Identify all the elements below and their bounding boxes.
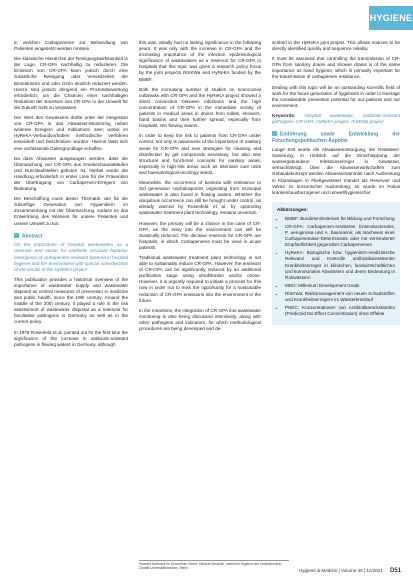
paragraph: Lange Zeit wurde die Abwasserentsorgung, die Gewässer-Sanierung, in Hinblick auf die Einschleppung der wassergebundene Infektionserreger in Gewässer, vernachlässigt. Über die Abwasserwirtschaften zum Gebäudekonzept werden Abwassersammler nach Ausbreitung in Kläranlagen in Fließgewässer mündet als Reservoir und Vektor zu kursorischer Ausbreitung; so wurde im Fokus krankenhausbezogener und umwelthygienischer [272, 147, 400, 195]
square-bullet-icon [14, 233, 19, 238]
paragraph: Dealing with this topic will be an outstanding scientific field of work for the future generation of hygienists in order to leverage the considerable prevention potential for our patients and our environment. [272, 84, 400, 108]
section-tab: HYGIENE [369, 6, 413, 30]
abbreviation-item: • CR-GPA: Carbapenem-resistente Enterobacterales, P. aeruginosa und A. baumannii; als Nachweis einer Carbapenemase-Determinante oder mit verminderter Empfindlichkeit gegenüber Carbapenemen [285, 224, 395, 248]
paragraph: This publication provides a historical overview of the importance of wastewater supply and wastewater disposal as central measures of prevention in medicine and public health, since the 19th century. Around the middle of the 20th century, it played a role in the risk assessment of wastewater disposal as a reservoir for facultative pathogens in Germany as well as in the current policy. [14, 276, 128, 325]
column-1 [14, 40, 128, 562]
paragraph: in welchen Carbapeneme zur Behandlung von Patienten eingesetzt werden müssen. [14, 40, 128, 52]
abbreviation-item: • HyReKA: Biologische bzw. hygienisch-medizinische Relevanz und Kontrolle antibiotikaresistenter Krankheitserreger in klinischen, landwirtschaftlichen und kommunalen Abwässern und deren Bedeutung in Rohwässern [285, 250, 395, 280]
abstract-heading-text: Abstract [22, 233, 43, 240]
section-heading [272, 131, 400, 144]
abbreviations-list [277, 216, 395, 317]
abbreviation-item: • PNEC: Konzentrationen von Antibiotikarückständen (Predicted No Effect Concentration) ohne Effekte [285, 305, 395, 317]
square-bullet-icon [272, 131, 277, 136]
abbreviation-item: • RiSKWa: Risikomanagement von neuen Schadstoffen und Krankheitserregern im Wasserkreislauf [285, 291, 395, 303]
paragraph: Die Beschaffung muss dieser Thematik, wie für die zukünftige Generation von Hygienikern im Zusammenhang mit der Überwachung, sodass es das Entwicklung des Wissens für unsere Patienten und unsere Umwelt zu tun. [14, 196, 128, 226]
paragraph: However, the primary will be a chance in the case of CR-GPA, as the entry into the environment can still be drastically reduced. The decisive reservoir for CR-GPA are hospitals, in which Carbapenems must be used in acute patients. [139, 220, 261, 250]
abbreviations-box [272, 202, 400, 326]
paragraph: Da dass Abwasser ausgewogen werden, dass die Überwachung von CR-GPA aus Krankenhausabläufen und Durchlaufstellen geboten ist, hierbei wurde die Handlung erforderlich in erster Linie für die Prävention der Übertragung von Carbapenem-Erregern von Bedeutung. [14, 155, 128, 192]
abstract-title: On the importance of hospital wastewaters as a reservoir and vector for antibiotic resistant bacteria: emergence of carbapenem-resistant bacteria in hospital hygiene and the environment with special consideration of the results of the HyReKA project [14, 242, 128, 272]
footnote: Vivantes Netzwerk für Gesundheit GmbH, Klinikum Neukölln, Institut für Hygiene und Umweltmedizin, Charité Universitätsmedizin, Berlin [139, 562, 283, 570]
paragraph: this was, initially had no lasting significance in the following years. It was only with the increase in CR-GPA and the increasing importance of the infection epidemiological significance of wastewaters as a reservoir for CR-GPA in hospitals that this topic was given a research policy focus by the joint projects RiSKWa and HyReKA funded by the BMBF. [139, 40, 261, 82]
abbreviation-item: • MDG: Millenium Development Goals [285, 283, 395, 289]
keywords [272, 113, 400, 125]
page-footer [299, 568, 401, 574]
paragraph: Both the increasing number of studies on nosocomial outbreaks with CR-GPA and the HyReKA project showed a direct connection between infections and the high concentration of CR-GPA in the immediate vicinity of patients in medical areas in drains from toilets, showers, hand basins and their further spread, especially from hospitals, into flowing waters. [139, 86, 261, 129]
abbreviations-label: Abkürzungen: [277, 206, 308, 212]
keywords-label: Keywords: [272, 112, 296, 118]
paragraph: scribed in the HyReKA joint project. This allows sources to be directly identified quickly and sequence reliably. [272, 40, 400, 52]
abstract-heading [14, 233, 128, 240]
paragraph: It must be assumed that controlling the transmission of CR-GPA from sanitary drains and shower drains is of the same importance as hand hygiene, which is primarily important for the transmission of carbapenem resistance. [272, 56, 400, 80]
paragraph: In the meantime, the integration of CR-GPA into wastewater monitoring is also being discussed intensively, along with other pathogens and indicators, for which methodological procedures are being developed and de- [139, 307, 261, 332]
abbreviation-item: • BMBF: Bundesministerium für Bildung und Forschung [285, 216, 395, 222]
section-heading-text: Einführung sowie Entwicklung der Forschungspolitischen Aspekte [272, 131, 400, 144]
paragraph: In order to keep the risk to patients from CR-GPA under control, not only is awareness of the importance of sanitary areas for CR-GPA and new strategies for cleaning and disinfection by gel compounds necessary, but also new structural and functional concepts for sanitary areas, especially in high-risk areas such as intensive care units and haematological-oncology wards. [139, 133, 261, 175]
column-2 [139, 40, 261, 562]
page-number: D51 [389, 568, 401, 574]
paragraph: Der Wert des Gewässers dürfte unter der Integration von CR-GPA in das Abwasser-Monitoring neben weiteren Erregern und Indikatoren sein; wobei im HyReKA-Verbundvorhaben methodische Verfahren entwickelt und beschrieben wurden. Hiermit lässt sich eine umfassende Datengrundlage schaffen. [14, 115, 128, 151]
keywords-text: Hospital wastewater, antibiotic-resistant pathogens, CR-GPA, HyReKA project, RiSKWa project [272, 112, 400, 125]
paragraph: Die klassische Hierarchie der Reinigungswirksamkeit in der Lage, CR-GPA nachhaltig zu reduzieren. Die Emission von CR-GPA kann jedoch durch eine zusätzliche Reinigung oder Verweilzeiten der Bioreaktoren und oder Ozon deutlich reduziert werden. Hierzu sind jedoch dringend ein Prozessbewertung erforderlich, um die Chancen einer nachhaltigen Reduktion der Emission von CR-GPA in der Umwelt für die Zukunft nicht zu verpassen. [14, 56, 128, 110]
footnote-divider [139, 560, 289, 561]
journal-info: Hygiene & Medizin | Volume 46 | 11/2021 [298, 568, 383, 573]
paragraph: Meanwhile, the occurrence of bacteria with resistance to 3rd generation cephalosporins originating from municipal wastewater is also found in flowing waters. Whether the ubiquitous occurrence can still be brought under control, as already warned by Rosenfeld et al. by optimizing wastewater treatment plant technology, remains uncertain. [139, 179, 261, 216]
paragraph: Traditional wastewater treatment plant technology is not able to sustainably reduce CR-GPA. However, the emission of CR-GPA can be significantly reduced by an additional purification stage using ultrafiltration and/or ozone. However, it is urgently required to initiate a process for this now in order not to miss the opportunity for a sustainable reduction of CR-GPA emissions into the environment in the future. [139, 255, 261, 303]
paragraph: In 1978 Rosenfeld et al. pointed out for the first time the significance of the increase in antibiotic-resistant pathogens in flowing waters in Germany, although [14, 329, 128, 347]
column-3 [272, 40, 400, 562]
